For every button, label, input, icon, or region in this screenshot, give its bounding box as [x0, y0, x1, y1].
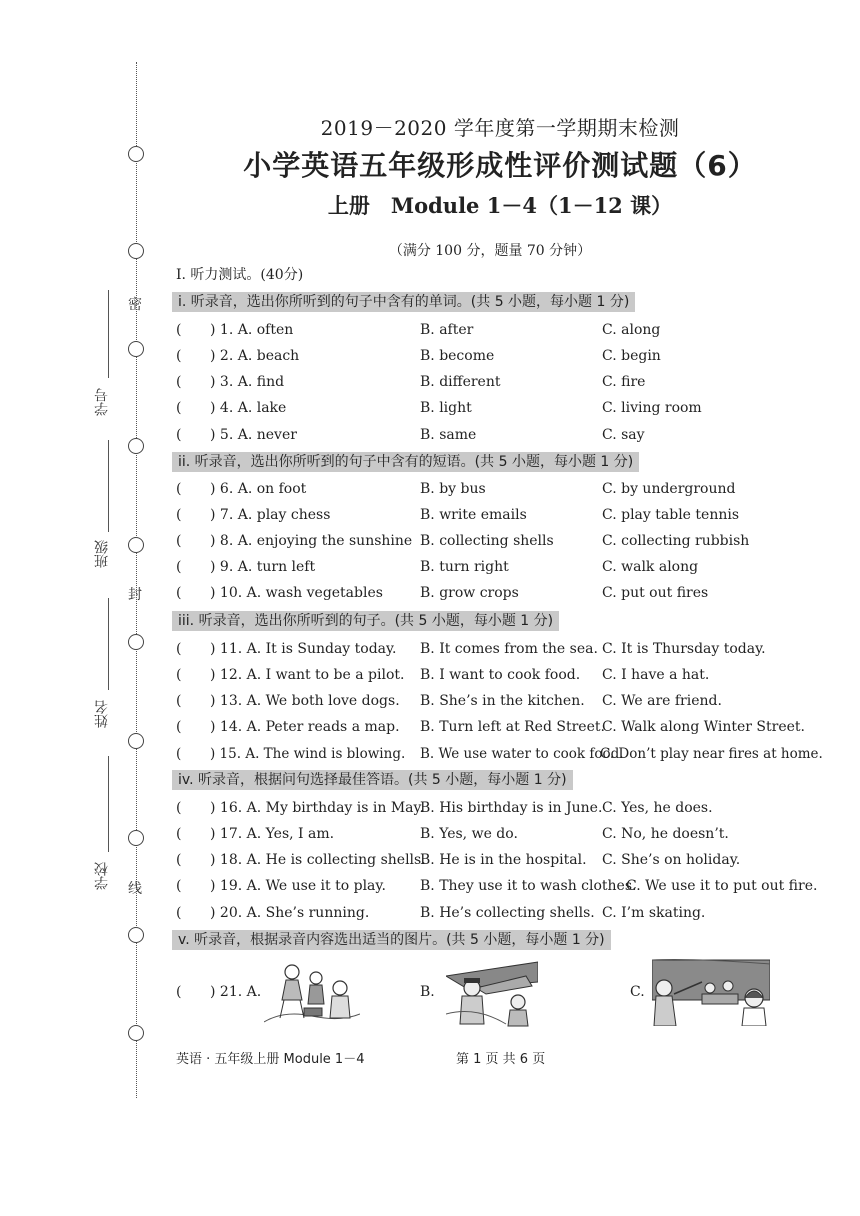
option-b: B. write emails	[420, 507, 527, 523]
option-c: C. put out fires	[602, 585, 709, 601]
picture-a-picnic-illustration	[264, 958, 360, 1026]
question-row: ( ) 14. A. Peter reads a map. B. Turn left at Red Street. C. Walk along Winter Street.	[176, 719, 805, 735]
section-heading: iv. 听录音，根据问句选择最佳答语。(共 5 小题，每小题 1 分)	[172, 770, 573, 790]
option-a: ) 21. A.	[210, 984, 262, 1000]
option-a: ) 7. A. play chess	[210, 507, 331, 523]
punch-hole	[128, 927, 144, 943]
option-b: B. She’s in the kitchen.	[420, 693, 585, 709]
option-c: C.	[630, 984, 645, 1000]
question-row: ( ) 3. A. find B. different C. fire	[176, 374, 646, 390]
option-c: C. collecting rubbish	[602, 533, 750, 549]
page-number: 第 1 页 共 6 页	[456, 1052, 546, 1067]
option-c: C. I have a hat.	[602, 667, 710, 683]
option-c: C. It is Thursday today.	[602, 641, 766, 657]
question-row: ( ) 18. A. He is collecting shells. B. He is in the hospital. C. She’s on holiday.	[176, 852, 741, 868]
score-info: （满分 100 分，题量 70 分钟）	[388, 243, 592, 259]
question-row: ( ) 7. A. play chess B. write emails C. play table tennis	[176, 507, 740, 523]
section-heading: iii. 听录音，选出你所听到的句子。(共 5 小题，每小题 1 分)	[172, 611, 559, 631]
seal-char-xian: 线	[128, 881, 142, 897]
option-b: B. He is in the hospital.	[420, 852, 587, 868]
option-c: C. living room	[602, 400, 702, 416]
punch-hole	[128, 634, 144, 650]
section-heading: v. 听录音，根据录音内容选出适当的图片。(共 5 小题，每小题 1 分)	[172, 930, 611, 950]
option-a: ) 19. A. We use it to play.	[210, 878, 386, 894]
question-row: ( ) 17. A. Yes, I am. B. Yes, we do. C. No, he doesn’t.	[176, 826, 729, 842]
option-c: C. begin	[602, 348, 661, 364]
option-a: ) 8. A. enjoying the sunshine	[210, 533, 413, 549]
seal-char-feng: 封	[128, 587, 142, 603]
footer-subject: 英语 · 五年级上册 Module 1－4	[176, 1052, 365, 1067]
option-a: ) 17. A. Yes, I am.	[210, 826, 335, 842]
option-c: C. Yes, he does.	[602, 800, 713, 816]
punch-hole	[128, 537, 144, 553]
option-a: ) 16. A. My birthday is in May.	[210, 800, 425, 816]
option-a: ) 6. A. on foot	[210, 481, 307, 497]
option-a: ) 14. A. Peter reads a map.	[210, 719, 400, 735]
question-row: ( ) 21. A. B. C.	[176, 984, 645, 1000]
section-heading: ii. 听录音，选出你所听到的句子中含有的短语。(共 5 小题，每小题 1 分)	[172, 452, 639, 472]
punch-hole	[128, 830, 144, 846]
question-row: ( ) 13. A. We both love dogs. B. She’s in the kitchen. C. We are friend.	[176, 693, 722, 709]
school-line	[108, 756, 109, 852]
option-b: B. after	[420, 322, 474, 338]
picture-c-classroom-illustration	[652, 958, 770, 1026]
punch-hole	[128, 341, 144, 357]
option-a: ) 9. A. turn left	[210, 559, 316, 575]
punch-hole	[128, 146, 144, 162]
question-row: ( ) 1. A. often B. after C. along	[176, 322, 661, 338]
option-b: B. same	[420, 427, 477, 443]
option-a: ) 12. A. I want to be a pilot.	[210, 667, 405, 683]
school-label: 学校	[94, 862, 110, 890]
option-b: B. collecting shells	[420, 533, 554, 549]
option-b: B. He’s collecting shells.	[420, 905, 595, 921]
question-row: ( ) 10. A. wash vegetables B. grow crops C. put out fires	[176, 585, 709, 601]
punch-hole	[128, 733, 144, 749]
option-b: B. light	[420, 400, 472, 416]
option-c: C. fire	[602, 374, 646, 390]
exam-module-title: 上册 Module 1－4（1－12 课）	[327, 193, 673, 218]
seal-char-mi: 密	[128, 297, 142, 313]
question-row: ( ) 16. A. My birthday is in May. B. His birthday is in June. C. Yes, he does.	[176, 800, 713, 816]
option-c: C. No, he doesn’t.	[602, 826, 729, 842]
option-b: B. by bus	[420, 481, 486, 497]
option-b: B. It comes from the sea.	[420, 641, 598, 657]
option-b: B. His birthday is in June.	[420, 800, 603, 816]
option-b: B. Yes, we do.	[420, 826, 518, 842]
question-row: ( ) 15. A. The wind is blowing. B. We use water to cook food. C. Don’t play near fires at home.	[176, 746, 823, 762]
option-b: B. They use it to wash clothes.	[420, 878, 637, 894]
question-row: ( ) 19. A. We use it to play. B. They use it to wash clothes. C. We use it to put out fire.	[176, 878, 818, 894]
option-a: ) 18. A. He is collecting shells.	[210, 852, 426, 868]
name-line	[108, 598, 109, 690]
option-c: C. along	[602, 322, 661, 338]
option-b: B.	[420, 984, 435, 1000]
option-b: B. different	[420, 374, 501, 390]
option-b: B. I want to cook food.	[420, 667, 581, 683]
question-row: ( ) 5. A. never B. same C. say	[176, 427, 645, 443]
option-c: C. She’s on holiday.	[602, 852, 741, 868]
option-c: C. Don’t play near fires at home.	[600, 746, 823, 762]
option-c: C. I’m skating.	[602, 905, 706, 921]
option-a: ) 3. A. find	[210, 374, 285, 390]
option-b: B. Turn left at Red Street.	[420, 719, 605, 735]
option-b: B. grow crops	[420, 585, 519, 601]
option-a: ) 10. A. wash vegetables	[210, 585, 383, 601]
option-a: ) 11. A. It is Sunday today.	[210, 641, 397, 657]
option-b: B. become	[420, 348, 495, 364]
question-row: ( ) 9. A. turn left B. turn right C. walk along	[176, 559, 699, 575]
option-a: ) 2. A. beach	[210, 348, 300, 364]
punch-hole	[128, 438, 144, 454]
option-c: C. We are friend.	[602, 693, 722, 709]
part-heading: I. 听力测试。(40分)	[176, 267, 304, 283]
question-row: ( ) 12. A. I want to be a pilot. B. I want to cook food. C. I have a hat.	[176, 667, 710, 683]
option-c: C. Walk along Winter Street.	[602, 719, 805, 735]
question-row: ( ) 2. A. beach B. become C. begin	[176, 348, 661, 364]
option-a: ) 5. A. never	[210, 427, 297, 443]
punch-hole	[128, 1025, 144, 1041]
picture-b-pilot-illustration	[446, 958, 538, 1028]
option-a: ) 13. A. We both love dogs.	[210, 693, 400, 709]
option-a: ) 4. A. lake	[210, 400, 287, 416]
option-b: B. turn right	[420, 559, 509, 575]
punch-hole	[128, 243, 144, 259]
option-c: C. say	[602, 427, 645, 443]
option-a: ) 15. A. The wind is blowing.	[210, 746, 406, 762]
student-id-line	[108, 290, 109, 378]
question-row: ( ) 8. A. enjoying the sunshine B. collecting shells C. collecting rubbish	[176, 533, 750, 549]
option-c: C. walk along	[602, 559, 699, 575]
name-label: 姓名	[94, 700, 110, 728]
exam-main-title: 小学英语五年级形成性评价测试题（6）	[243, 149, 757, 182]
option-a: ) 20. A. She’s running.	[210, 905, 370, 921]
option-b: B. We use water to cook food.	[420, 746, 624, 762]
option-c: C. by underground	[602, 481, 736, 497]
option-c: C. play table tennis	[602, 507, 740, 523]
question-row: ( ) 4. A. lake B. light C. living room	[176, 400, 702, 416]
option-c: C. We use it to put out fire.	[626, 878, 818, 894]
student-id-label: 学号	[94, 388, 110, 416]
exam-period-title: 2019－2020 学年度第一学期期末检测	[320, 116, 680, 140]
class-line	[108, 440, 109, 532]
section-heading: i. 听录音，选出你所听到的句子中含有的单词。(共 5 小题，每小题 1 分)	[172, 292, 635, 312]
option-a: ) 1. A. often	[210, 322, 294, 338]
class-label: 班级	[94, 540, 110, 568]
question-row: ( ) 11. A. It is Sunday today. B. It comes from the sea. C. It is Thursday today.	[176, 641, 766, 657]
question-row: ( ) 6. A. on foot B. by bus C. by underground	[176, 481, 736, 497]
question-row: ( ) 20. A. She’s running. B. He’s collecting shells. C. I’m skating.	[176, 905, 706, 921]
